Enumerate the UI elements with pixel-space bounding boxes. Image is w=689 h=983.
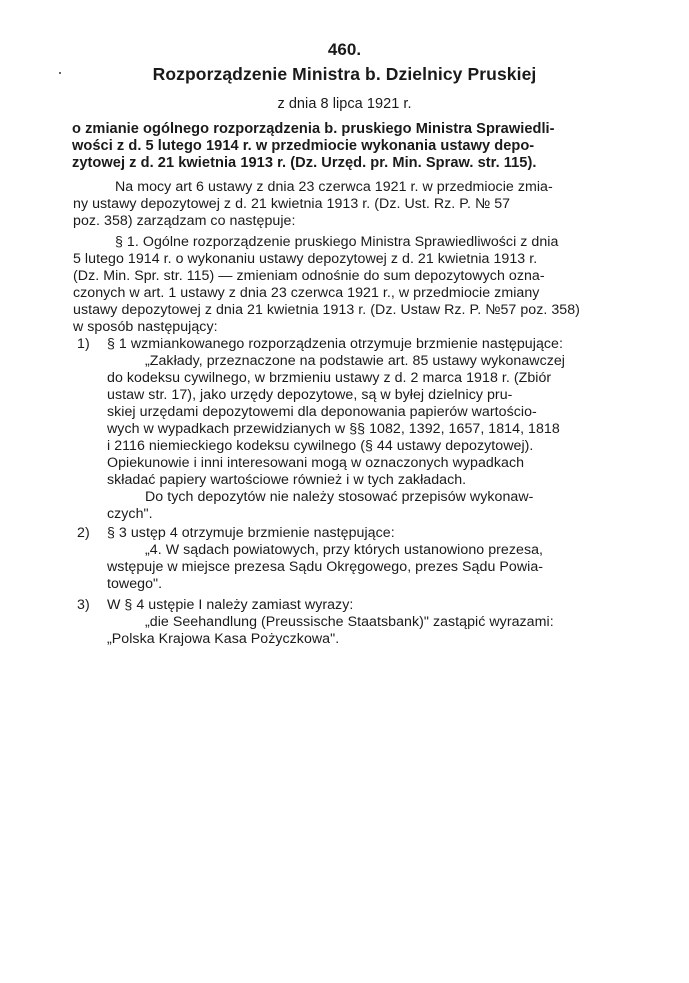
item1-line: Opiekunowie i inni interesowani mogą w oznaczonych wypadkach bbox=[107, 455, 525, 471]
item2-line: wstępuje w miejsce prezesa Sądu Okręgowego, prezes Sądu Powia- bbox=[107, 559, 544, 575]
item1-line: do kodeksu cywilnego, w brzmieniu ustawy z d. 2 marca 1918 r. (Zbiór bbox=[107, 370, 552, 386]
section1-line: § 1. Ogólne rozporządzenie pruskiego Ministra Sprawiedliwości z dnia bbox=[115, 234, 559, 250]
item2-line: towego". bbox=[107, 576, 163, 592]
section1-line: czonych w art. 1 ustawy z dnia 23 czerwca 1921 r., w przedmiocie zmiany bbox=[73, 285, 540, 301]
item-number: 2) bbox=[77, 525, 90, 541]
page-number: 460. bbox=[327, 40, 362, 59]
item3-line: „Polska Krajowa Kasa Pożyczkowa". bbox=[107, 631, 340, 647]
item1-line: czych". bbox=[107, 506, 153, 522]
section1-line: 5 lutego 1914 r. o wykonaniu ustawy depozytowej z d. 21 kwietnia 1913 r. bbox=[73, 251, 538, 267]
item1-line: § 1 wzmiankowanego rozporządzenia otrzymuje brzmienie następujące: bbox=[107, 336, 563, 352]
item-number: 1) bbox=[77, 336, 90, 352]
item1-line: „Zakłady, przeznaczone na podstawie art. 85 ustawy wykonawczej bbox=[145, 353, 565, 369]
section1-line: ustawy depozytowej z dnia 21 kwietnia 1913 r. (Dz. Ustaw Rz. P. №57 poz. 358) bbox=[73, 302, 580, 318]
item1-line: i 2116 niemieckiego kodeksu cywilnego (§ 44 ustawy depozytowej). bbox=[107, 438, 534, 454]
item1-line: ustaw str. 17), jako urzędy depozytowe, są w byłej dzielnicy pru- bbox=[107, 387, 513, 403]
item1-line: wych w wypadkach przewidzianych w §§ 1082, 1392, 1657, 1814, 1818 bbox=[107, 421, 560, 437]
item2-line: „4. W sądach powiatowych, przy których ustanowiono prezesa, bbox=[145, 542, 544, 558]
intro-line: poz. 358) zarządzam co następuje: bbox=[73, 213, 296, 229]
intro-line: Na mocy art 6 ustawy z dnia 23 czerwca 1921 r. w przedmiocie zmia- bbox=[115, 179, 553, 195]
item1-line: Do tych depozytów nie należy stosować przepisów wykonaw- bbox=[145, 489, 534, 505]
section1-line: (Dz. Min. Spr. str. 115) — zmieniam odnośnie do sum depozytowych ozna- bbox=[73, 268, 545, 284]
document-date: z dnia 8 lipca 1921 r. bbox=[277, 96, 412, 112]
intro-line: ny ustawy depozytowej z d. 21 kwietnia 1913 r. (Dz. Ust. Rz. P. № 57 bbox=[73, 196, 511, 212]
subject-line: o zmianie ogólnego rozporządzenia b. pruskiego Ministra Sprawiedli- bbox=[72, 121, 555, 137]
item3-line: „die Seehandlung (Preussische Staatsbank)" zastąpić wyrazami: bbox=[145, 614, 554, 630]
subject-line: wości z d. 5 lutego 1914 r. w przedmiocie wykonania ustawy depo- bbox=[72, 138, 535, 154]
document-title: Rozporządzenie Ministra b. Dzielnicy Pruskiej bbox=[152, 64, 537, 84]
subject-line: zytowej z d. 21 kwietnia 1913 r. (Dz. Urzęd. pr. Min. Spraw. str. 115). bbox=[72, 155, 537, 171]
item-number: 3) bbox=[77, 597, 90, 613]
section1-line: w sposób następujący: bbox=[73, 319, 218, 335]
item1-line: składać papiery wartościowe również i w tych zakładach. bbox=[107, 472, 467, 488]
item1-line: skiej urzędami depozytowemi dla deponowania papierów wartościo- bbox=[107, 404, 537, 420]
item3-line: W § 4 ustępie I należy zamiast wyrazy: bbox=[107, 597, 354, 613]
item2-line: § 3 ustęp 4 otrzymuje brzmienie następujące: bbox=[107, 525, 395, 541]
